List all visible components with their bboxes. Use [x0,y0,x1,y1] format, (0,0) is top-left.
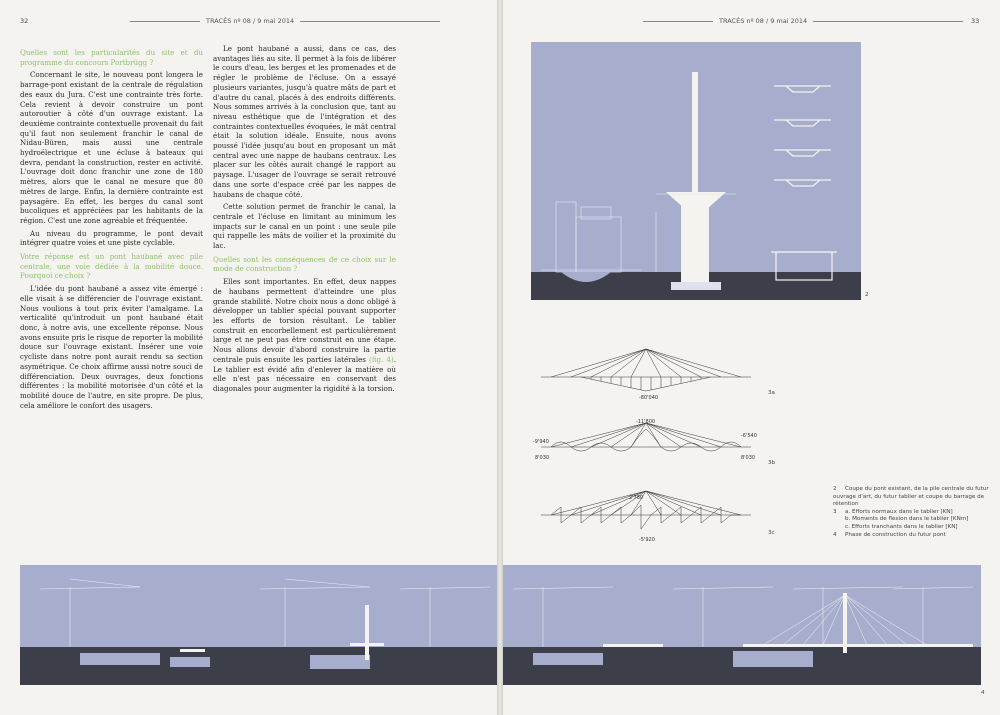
figure-number: 3b [768,460,776,466]
header-text: TRACÉS nº 08 / 9 mai 2014 [206,17,295,25]
left-page [0,0,497,715]
paragraph-text: Elles sont importantes. En effet, deux nappes de haubans permettent d'atteindre une plus grande stabilité. Notre choix nous a donc obligé à développer un tablier spécial pouvant supporter les efforts de torsion résultant. Le tablier construit en encorbellement est particulièrement large et ne peut pas être construit en une étape. Nous allons devoir d'abord construire la partie centrale puis ensuite les parties latérales [213,277,396,364]
bending-moments-diagram [531,415,771,470]
text-column-2 [213,44,396,397]
caption-item: b. Moments de flexion dans le tablier [KNm] [845,516,969,523]
running-header-right [643,17,963,25]
figure-number: 3c [768,530,775,536]
text-column-1 [20,44,203,413]
normal-forces-diagram [531,345,771,400]
question-heading: Quelles sont les particularités du site et du programme du concours Portbrügg ? [20,48,203,67]
paragraph: Au niveau du programme, le pont devait intégrer quatre voies et une piste cyclable. [20,228,203,248]
value-label: -9'940 [533,439,549,445]
question-heading: Quelles sont les conséquences de ce choix sur le mode de construction ? [213,254,396,274]
question-heading: Votre réponse est un pont haubané avec pile centrale, une voie dédiée à la mobilité douce. Pourquoi ce choix ? [20,252,203,281]
value-label: -80'040 [639,395,659,400]
paragraph: Cette solution permet de franchir le canal, la centrale et l'écluse en limitant au minimum les impacts sur le canal en un point : une seule pile qui rappelle les mâts de voilier et la proximité du lac. [213,202,396,251]
page-number-left: 32 [20,17,29,25]
construction-phase-drawing-right [503,565,981,685]
caption-item: 3 a. Efforts normaux dans le tablier [KN] [833,508,953,515]
value-label: 8'030 [741,455,756,461]
figure-reference[interactable]: (fig. 4) [369,354,394,364]
value-label: 8'030 [535,455,550,461]
figure-number: 2 [865,292,869,298]
caption-item: 2 Coupe du pont existant, de la pile centrale du futur ouvrage d'art, du futur tablier et coupe du barrage de rétention [833,486,989,508]
paragraph [213,277,396,393]
caption-item: 4 Phase de construction du futur pont [833,531,946,538]
paragraph: Concernant le site, le nouveau pont longera le barrage-pont existant de la centrale de régulation des eaux du Jura. C'est une contrainte très forte. Cela revient à devoir construire un pont autoroutier à côté d'un ouvrage existant. La deuxième contrainte contextuelle provenait du fait qu'il faut non seulement franchir le canal de Nidau-Büren, mais aussi une centrale hydroélectrique et une écluse à bateaux qui devra, pendant la construction, rester en activité. L'ouvrage doit donc franchir une zone de 180 mètres, alors que le canal ne mesure que 80 mètres de large. Enfin, la dernière contrainte est paysagère. En effet, les berges du canal sont bucoliques et appréciées par les habitants de la région. C'est une zone agréable et fréquentée. [20,70,203,225]
bridge-section-drawing [531,42,861,300]
construction-phase-drawing-left [20,565,497,685]
value-label: 2'780 [629,495,644,501]
figure-number: 4 [981,690,985,696]
caption-item: c. Efforts tranchants dans le tablier [KN] [845,523,958,530]
paragraph: Le pont haubané a aussi, dans ce cas, des avantages liés au site. Il permet à la fois de libérer le cours d'eau, les berges et les promenades et de régler le problème de l'écluse. On a essayé plusieurs variantes, jusqu'à quatre mâts de part et d'autre du canal, placés à des endroits différents. Nous sommes arrivés à la conclusion que, tant au niveau esthétique que de l'intégration et des contraintes contextuelles évoquées, le mât central était la solution idéale. Ensuite, nous avons poussé l'idée jusqu'au bout en proposant un mât central avec une nappe de haubans centraux. Les placer sur les côtés aurait changé le rapport au paysage. L'usager de l'ouvrage se serait retrouvé dans une sorte d'espace créé par les nappes de haubans de chaque côté. [213,44,396,199]
value-label: -6'540 [741,433,757,439]
header-text: TRACÉS nº 08 / 9 mai 2014 [719,17,808,25]
right-page [503,0,1000,715]
value-label: -5'920 [639,537,655,543]
figure-captions [833,486,993,539]
shear-forces-diagram [531,485,771,545]
value-label: -11'800 [636,419,656,425]
paragraph-text: . Le tablier est évidé afin d'enlever la matière où elle n'est pas nécessaire en conservant des diagonales pour augmenter la rigidité à la torsion. [213,354,396,393]
page-number-right: 33 [971,17,980,25]
running-header-left [130,17,440,25]
paragraph: L'idée du pont haubané a assez vite émergé : elle visait à se différencier de l'ouvrage existant. Nous voulions à tout prix éviter l'amalgame. La verticalité qu'introduit un pont haubané était donc, à notre avis, une excellente réponse. Nous avons ensuite pris le risque de reporter la mobilité douce sur l'ouvrage existant. Insérer une voie cycliste dans notre pont aurait rendu sa section asymétrique. Ce choix affirme aussi notre souci de différenciation. Deux ouvrages, deux fonctions différentes : la mobilité motorisée d'un côté et la mobilité douce de l'autre, en site propre. De plus, cela améliore le confort des usagers. [20,284,203,410]
figure-number: 3a [768,390,775,396]
